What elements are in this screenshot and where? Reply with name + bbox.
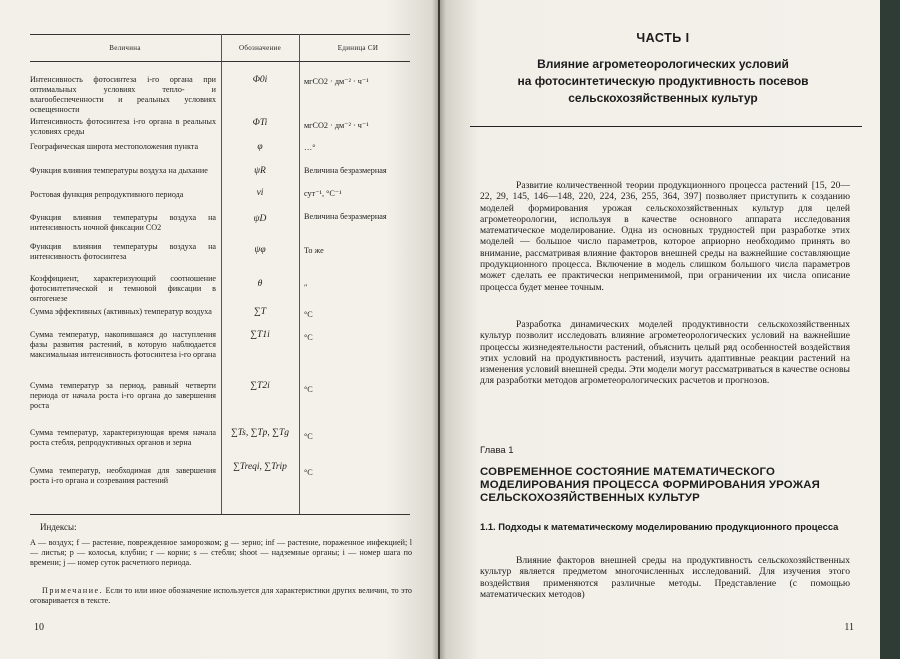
unit-cell: сут⁻¹, °C⁻¹ (304, 189, 342, 198)
symbol-cell: θ (257, 279, 263, 289)
symbol-cell: ψR (254, 166, 266, 176)
unit-cell: °C (304, 310, 313, 319)
quantity-cell: Коэффициент, характеризующий соотношение фотосинтетической и темновой фиксации в онтогенезе (30, 274, 216, 303)
page-number-right: 11 (844, 622, 854, 633)
note-label: Примечание. (42, 586, 104, 595)
note (30, 586, 412, 606)
page-number-left: 10 (34, 622, 44, 633)
header-quantity: Величина (109, 44, 141, 52)
symbol-cell: ΦTi (252, 118, 268, 128)
symbol-cell: ∑Ts, ∑Tp, ∑Tg (231, 428, 289, 438)
part-title (470, 56, 856, 107)
unit-cell: °C (304, 333, 313, 342)
unit-cell: °C (304, 432, 313, 441)
quantity-cell: Интенсивность фотосинтеза i-го органа при оптимальных условиях тепло- и влагообеспеченности и реальных условиях освещенности (30, 75, 216, 114)
table-bottom-rule (30, 514, 410, 515)
right-page (440, 0, 880, 659)
symbol-cell: Φ0i (252, 75, 268, 85)
unit-cell: …° (304, 143, 316, 152)
symbol-cell: φ (257, 142, 263, 152)
quantity-cell: Сумма температур, необходимая для завершения роста i-го органа и созревания растений (30, 466, 216, 485)
quantity-cell: Функция влияния температуры воздуха на интенсивность фотосинтеза (30, 242, 216, 261)
table-top-rule (30, 34, 410, 35)
quantity-cell: Ростовая функция репродуктивного периода (30, 190, 184, 199)
symbol-cell: ∑Treqi, ∑Trip (233, 462, 287, 472)
unit-cell: Величина безразмерная (304, 166, 387, 175)
left-page (0, 0, 438, 659)
paragraph-1: Развитие количественной теории продукционного процесса растений [15, 20—22, 29, 145, 146—148, 220, 224, 236, 255, 364, 397] позволяет приступить к созданию моделей формирования урожая сельскохозяйственных культур для целей агрометеорологии, используя в качестве основного аппарата исследования математическое моделирование. Одна из основных трудностей при разработке этих моделей — большое число параметров, которое априорно необходимо принять во внимание, рассматривая влияние факторов внешней среды на важнейшие составляющие продукционного процесса. Включение в модель слишком большого числа параметров может сделать ее практически неприменимой, при ограничении их числа описание процесса будет менее точным. (480, 180, 850, 293)
quantity-cell: Интенсивность фотосинтеза i-го органа в реальных условиях среды (30, 117, 216, 136)
indices-text: A — воздух; f — растение, поврежденное заморозком; g — зерно; inf — растение, пораженное инфекцией; l — листья; p — колосья, клубни; r — корни; s — стебли; shoot — надземные органы; i — номер шага по времени; j — номер суток расчетного периода. (30, 538, 412, 567)
part-title-rule (470, 126, 862, 127)
book-spine (432, 0, 446, 659)
symbol-cell: ∑T (253, 307, 267, 317)
table-column-divider (299, 34, 300, 514)
unit-cell: ″ (304, 283, 308, 292)
part-title-line: сельскохозяйственных культур (568, 91, 758, 105)
part-title-line: Влияние агрометеорологических условий (537, 57, 789, 71)
chapter-label: Глава 1 (480, 445, 514, 456)
quantity-cell: Сумма температур, характеризующая время начала роста стебля, репродуктивных органов и зерна (30, 428, 216, 447)
indices-title: Индексы: (40, 522, 77, 532)
section-title: 1.1. Подходы к математическому моделированию продукционного процесса (480, 521, 839, 532)
symbol-cell: ψφ (254, 245, 266, 255)
quantity-cell: Сумма температур, накопившаяся до наступления фазы развития растений, в которую наблюдается максимальная интенсивность фотосинтеза i-го органа (30, 330, 216, 359)
quantity-cell: Сумма эффективных (активных) температур воздуха (30, 307, 212, 316)
quantity-cell: Сумма температур за период, равный четверти периода от начала роста i-го органа до завершения роста (30, 381, 216, 410)
quantity-cell: Географическая широта местоположения пункта (30, 142, 199, 151)
unit-cell: То же (304, 246, 324, 255)
paragraph-3: Влияние факторов внешней среды на продуктивность сельскохозяйственных культур является предметом многочисленных исследований. Для изучения этого воздействия применяются различные методы. Представление (с помощью математических методов) (480, 555, 850, 600)
chapter-title: СОВРЕМЕННОЕ СОСТОЯНИЕ МАТЕМАТИЧЕСКОГО МОДЕЛИРОВАНИЯ ПРОЦЕССА ФОРМИРОВАНИЯ УРОЖАЯ СЕЛЬСКОХОЗЯЙСТВЕННЫХ КУЛЬТУР (480, 466, 821, 504)
book-edge (880, 0, 900, 659)
paragraph-2: Разработка динамических моделей продуктивности сельскохозяйственных культур позволит исследовать влияние агрометеорологических условий на важнейшие процессы жизнедеятельности растений, объяснить целый ряд особенностей воздействия этих условий на продуктивность растений, изучить адаптивные реакции растений на изменения условий внешней среды. Эти модели могут рассматриваться в качестве основы для разработки методов агрометеорологических расчетов и прогнозов. (480, 319, 850, 387)
part-title-line: на фотосинтетическую продуктивность посевов (517, 74, 809, 88)
part-label: ЧАСТЬ I (636, 31, 690, 45)
symbol-cell: vi (256, 188, 264, 198)
note-text: Если то или иное обозначение используется для характеристики других величин, то это оговаривается в тексте. (30, 586, 412, 605)
unit-cell: °C (304, 385, 313, 394)
quantity-cell: Функция влияния температуры воздуха на интенсивность ночной фиксации CO2 (30, 213, 216, 232)
table-column-divider (221, 34, 222, 514)
unit-cell: Величина безразмерная (304, 212, 387, 221)
symbol-cell: ∑T2i (250, 381, 270, 391)
symbol-cell: ψD (253, 214, 267, 224)
quantity-cell: Функция влияния температуры воздуха на дыхание (30, 166, 208, 175)
header-symbol: Обозначение (239, 44, 281, 52)
symbol-cell: ∑T1i (250, 330, 270, 340)
unit-cell: мгCO2 · дм⁻² · ч⁻¹ (304, 77, 369, 86)
unit-cell: °C (304, 468, 313, 477)
header-unit: Единица СИ (337, 44, 379, 52)
unit-cell: мгCO2 · дм⁻² · ч⁻¹ (304, 121, 369, 130)
table-header-rule (30, 61, 410, 62)
